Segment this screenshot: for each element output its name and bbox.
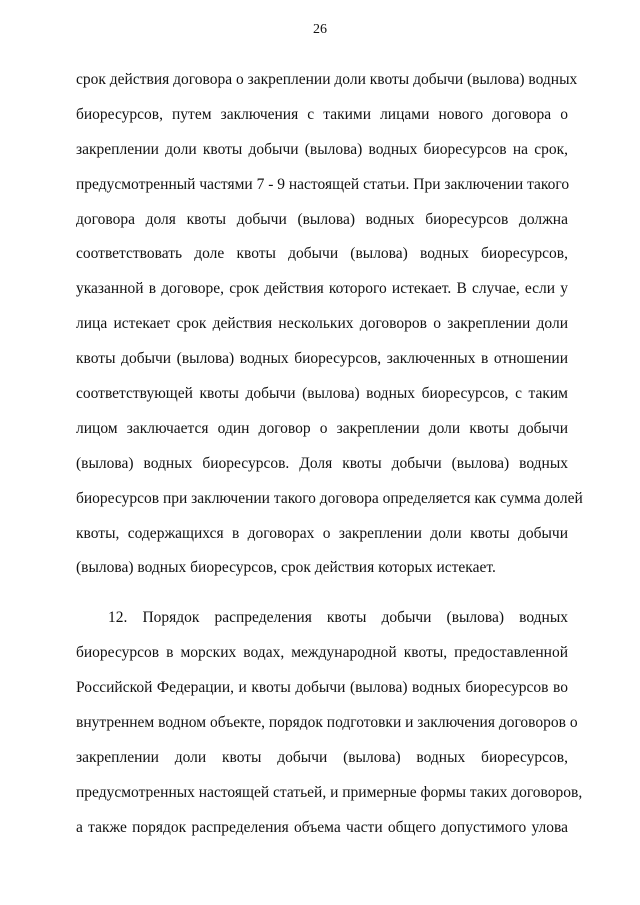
paragraph-2	[76, 604, 583, 848]
text-line: соответствовать доле квоты добычи (вылова) водных биоресурсов,	[76, 245, 568, 263]
text-line: указанной в договоре, срок действия которого истекает. В случае, если у	[76, 280, 568, 298]
text-line: соответствующей квоты добычи (вылова) водных биоресурсов, с таким	[76, 385, 568, 403]
text-line: биоресурсов в морских водах, международной квоты, предоставленной	[76, 644, 568, 662]
paragraph-1	[76, 66, 583, 589]
text-line: предусмотренный частями 7 - 9 настоящей статьи. При заключении такого	[76, 175, 570, 193]
page-number: 26	[313, 22, 327, 37]
text-line: лица истекает срок действия нескольких договоров о закреплении доли	[76, 315, 568, 333]
text-line: (вылова) водных биоресурсов, срок действия которых истекает.	[76, 559, 496, 577]
text-line: (вылова) водных биоресурсов. Доля квоты добычи (вылова) водных	[76, 454, 568, 472]
text-line: биоресурсов, путем заключения с такими лицами нового договора о	[76, 105, 568, 123]
text-line: внутреннем водном объекте, порядок подготовки и заключения договоров о	[76, 714, 578, 732]
text-line: Российской Федерации, и квоты добычи (вылова) водных биоресурсов во	[76, 679, 568, 697]
text-line: 12. Порядок распределения квоты добычи (вылова) водных	[108, 609, 568, 627]
document-body	[76, 66, 583, 849]
text-line: квоты, содержащихся в договорах о закреплении доли квоты добычи	[76, 524, 568, 542]
text-line: а также порядок распределения объема части общего допустимого улова	[76, 818, 568, 836]
text-line: срок действия договора о закреплении доли квоты добычи (вылова) водных	[76, 71, 578, 88]
text-line: договора доля квоты добычи (вылова) водных биоресурсов должна	[76, 210, 568, 228]
text-line: лицом заключается один договор о закреплении доли квоты добычи	[76, 419, 568, 437]
text-line: квоты добычи (вылова) водных биоресурсов, заключенных в отношении	[76, 350, 568, 368]
text-line: предусмотренных настоящей статьей, и примерные формы таких договоров,	[76, 783, 583, 801]
text-line: закреплении доли квоты добычи (вылова) водных биоресурсов,	[76, 748, 568, 766]
text-line: закреплении доли квоты добычи (вылова) водных биоресурсов на срок,	[76, 140, 568, 158]
text-line: биоресурсов при заключении такого договора определяется как сумма долей	[76, 489, 583, 507]
paragraph-spacer	[76, 589, 568, 604]
